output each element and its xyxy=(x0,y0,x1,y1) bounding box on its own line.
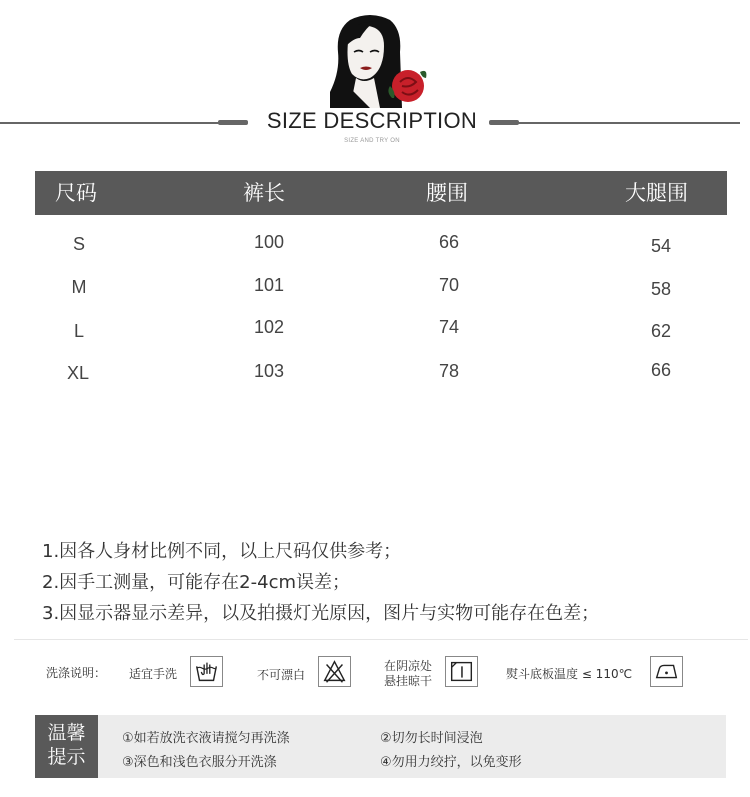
table-row xyxy=(35,361,727,391)
cell-waist: 74 xyxy=(438,317,460,337)
tips-label-line2: 提示 xyxy=(47,746,86,768)
note-item: 3.因显示器显示差异，以及拍摄灯光原因，图片与实物可能存在色差； xyxy=(42,603,600,624)
page-title: SIZE DESCRIPTION xyxy=(266,108,478,133)
tip-item: ③深色和浅色衣服分开洗涤 xyxy=(122,755,277,770)
care-hand-wash-text: 适宜手洗 xyxy=(129,667,178,681)
page-subtitle: SIZE AND TRY ON xyxy=(344,138,400,144)
tips-label-line1: 温馨 xyxy=(47,722,86,744)
cell-size: XL xyxy=(67,363,90,383)
column-header-waist: 腰围 xyxy=(426,181,468,205)
title-rule-right xyxy=(515,122,740,124)
care-no-bleach-text: 不可漂白 xyxy=(257,668,306,682)
divider xyxy=(14,639,748,640)
cell-waist: 70 xyxy=(438,275,460,295)
care-shade-dry-text-1: 在阴凉处 xyxy=(384,659,433,673)
hand-wash-icon xyxy=(190,656,223,687)
tip-item: ②切勿长时间浸泡 xyxy=(380,731,483,746)
cell-waist: 66 xyxy=(438,232,460,252)
column-header-thigh: 大腿围 xyxy=(625,181,688,205)
tip-item: ④勿用力绞拧，以免变形 xyxy=(380,755,522,770)
iron-low-temp-icon xyxy=(650,656,683,687)
column-header-size: 尺码 xyxy=(55,181,97,205)
care-label: 洗涤说明： xyxy=(46,666,107,680)
cell-thigh: 66 xyxy=(650,360,672,380)
cell-length: 101 xyxy=(253,275,285,295)
no-bleach-icon xyxy=(318,656,351,687)
cell-length: 103 xyxy=(253,361,285,381)
table-row xyxy=(35,277,727,307)
cell-thigh: 54 xyxy=(650,236,672,256)
title-dash-left xyxy=(218,120,248,125)
cell-length: 102 xyxy=(253,317,285,337)
title-rule-left xyxy=(0,122,222,124)
table-row xyxy=(35,234,727,264)
note-item: 2.因手工测量，可能存在2-4cm误差； xyxy=(42,572,351,593)
cell-thigh: 58 xyxy=(650,279,672,299)
cell-size: M xyxy=(71,277,87,297)
cell-size: L xyxy=(73,321,84,341)
cell-size: S xyxy=(72,234,85,254)
tip-item: ①如若放洗衣液请搅匀再洗涤 xyxy=(122,731,290,746)
column-header-length: 裤长 xyxy=(243,181,285,205)
line-dry-shade-icon xyxy=(445,656,478,687)
cell-thigh: 62 xyxy=(650,321,672,341)
care-iron-text: 熨斗底板温度 ≤ 110℃ xyxy=(506,667,633,681)
portrait-illustration xyxy=(330,12,430,108)
cell-waist: 78 xyxy=(438,361,460,381)
care-shade-dry-text-2: 悬挂晾干 xyxy=(384,674,433,688)
tips-label xyxy=(35,715,98,778)
size-table-header xyxy=(35,171,727,215)
note-item: 1.因各人身材比例不同，以上尺码仅供参考； xyxy=(42,541,402,562)
table-row xyxy=(35,319,727,349)
cell-length: 100 xyxy=(253,232,285,252)
